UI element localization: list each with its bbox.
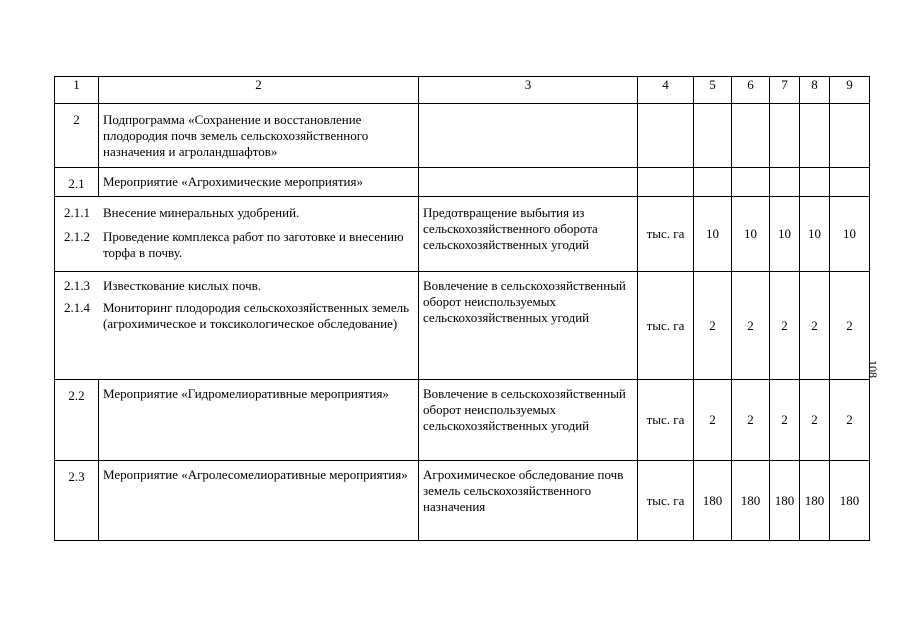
table-row-indicator-a xyxy=(55,197,870,272)
value-cell: 2 xyxy=(770,272,800,380)
value-cell: 180 xyxy=(800,461,830,541)
header-cell: 7 xyxy=(770,77,800,104)
row-number: 2.1.3 xyxy=(64,278,90,293)
row-number: 2 xyxy=(55,104,99,168)
row-number: 2.2 xyxy=(55,380,99,461)
unit-cell: тыс. га xyxy=(638,272,694,380)
measure-title: Мероприятие «Агрохимические мероприятия» xyxy=(99,168,419,197)
header-row xyxy=(55,77,870,104)
measures-group-a xyxy=(55,197,419,272)
row-number: 2.1.2 xyxy=(64,229,90,244)
header-cell: 8 xyxy=(800,77,830,104)
page-number: 108 xyxy=(866,360,880,378)
row-number: 2.3 xyxy=(55,461,99,541)
table-row-2-1 xyxy=(55,168,870,197)
row-number: 2.1.1 xyxy=(64,205,90,220)
value-cell: 180 xyxy=(830,461,870,541)
value-cell: 2 xyxy=(694,272,732,380)
unit-cell: тыс. га xyxy=(638,461,694,541)
header-cell: 4 xyxy=(638,77,694,104)
indicator-text: Предотвращение выбытия из сельскохозяйственного оборота сельскохозяйственных угодий xyxy=(419,197,638,272)
list-item xyxy=(55,300,418,332)
row-number: 2.1.4 xyxy=(64,300,90,315)
table-row-indicator-b xyxy=(55,272,870,380)
measure-title: Мероприятие «Гидромелиоративные мероприятия» xyxy=(99,380,419,461)
program-table xyxy=(54,76,870,541)
list-item xyxy=(55,229,418,261)
measure-title: Проведение комплекса работ по заготовке и внесению торфа в почву. xyxy=(103,229,404,260)
header-cell: 9 xyxy=(830,77,870,104)
row-number: 2.1 xyxy=(55,168,99,197)
value-cell: 2 xyxy=(800,272,830,380)
value-cell: 2 xyxy=(732,272,770,380)
measures-group-b xyxy=(55,272,419,380)
unit-cell: тыс. га xyxy=(638,197,694,272)
list-item xyxy=(55,205,418,221)
indicator-text: Вовлечение в сельскохозяйственный оборот неиспользуемых сельскохозяйственных угодий xyxy=(419,380,638,461)
measure-title: Мероприятие «Агролесомелиоративные мероприятия» xyxy=(99,461,419,541)
value-cell: 180 xyxy=(770,461,800,541)
measure-title: Мониторинг плодородия сельскохозяйственных земель (агрохимическое и токсикологическое обследование) xyxy=(103,300,410,331)
value-cell: 2 xyxy=(770,380,800,461)
header-cell: 2 xyxy=(99,77,419,104)
value-cell: 2 xyxy=(830,380,870,461)
value-cell: 10 xyxy=(770,197,800,272)
value-cell: 10 xyxy=(732,197,770,272)
header-cell: 5 xyxy=(694,77,732,104)
unit-cell: тыс. га xyxy=(638,380,694,461)
value-cell: 2 xyxy=(732,380,770,461)
subprogram-title: Подпрограмма «Сохранение и восстановление плодородия почв земель сельскохозяйственного назначения и агроландшафтов» xyxy=(99,104,419,168)
value-cell: 2 xyxy=(830,272,870,380)
table-row-2 xyxy=(55,104,870,168)
table-row-2-3 xyxy=(55,461,870,541)
measure-title: Известкование кислых почв. xyxy=(103,278,262,293)
value-cell: 10 xyxy=(694,197,732,272)
value-cell: 2 xyxy=(800,380,830,461)
header-cell: 1 xyxy=(55,77,99,104)
list-item xyxy=(55,278,418,294)
value-cell: 10 xyxy=(800,197,830,272)
value-cell: 180 xyxy=(694,461,732,541)
value-cell: 2 xyxy=(694,380,732,461)
indicator-text: Вовлечение в сельскохозяйственный оборот неиспользуемых сельскохозяйственных угодий xyxy=(419,272,638,380)
measure-title: Внесение минеральных удобрений. xyxy=(103,205,300,220)
header-cell: 6 xyxy=(732,77,770,104)
value-cell: 10 xyxy=(830,197,870,272)
indicator-text: Агрохимическое обследование почв земель сельскохозяйственного назначения xyxy=(419,461,638,541)
value-cell: 180 xyxy=(732,461,770,541)
header-cell: 3 xyxy=(419,77,638,104)
table-row-2-2 xyxy=(55,380,870,461)
